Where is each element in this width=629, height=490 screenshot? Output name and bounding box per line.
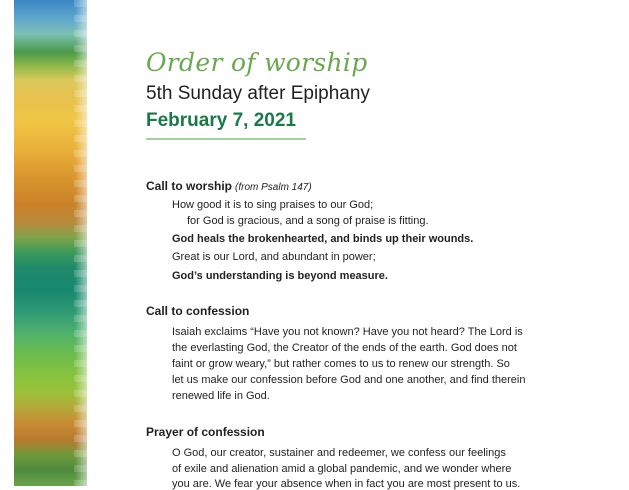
call-to-worship-response: God heals the brokenhearted, and binds up their wounds.	[172, 233, 474, 245]
call-to-worship-line: How good it is to sing praises to our God;	[172, 199, 374, 211]
order-of-worship-title: Order of worship	[146, 48, 368, 77]
call-to-confession-line: Isaiah exclaims “Have you not known? Have you not heard? The Lord is	[172, 326, 523, 338]
call-to-worship-source: (from Psalm 147)	[235, 182, 312, 193]
service-date: February 7, 2021	[146, 110, 296, 131]
service-subtitle: 5th Sunday after Epiphany	[146, 83, 370, 104]
prayer-of-confession-heading: Prayer of confession	[146, 425, 265, 439]
call-to-confession-line: renewed life in God.	[172, 390, 270, 402]
date-underline-divider	[146, 138, 306, 140]
call-to-confession-line: let us make our confession before God and one another, and find therein	[172, 374, 526, 386]
prayer-of-confession-line: of exile and alienation amid a global pandemic, and we wonder where	[172, 463, 512, 475]
call-to-worship-line: Great is our Lord, and abundant in power;	[172, 251, 376, 263]
call-to-confession-line: the everlasting God, the Creator of the ends of the earth. God does not	[172, 342, 517, 354]
prayer-of-confession-line: you are. We fear your absence when in fact you are most present to us.	[172, 478, 521, 490]
call-to-confession-line: faint or grow weary,” but rather comes to us to renew our strength. So	[172, 358, 510, 370]
call-to-worship-response: God’s understanding is beyond measure.	[172, 270, 388, 282]
call-to-confession-heading: Call to confession	[146, 304, 250, 318]
call-to-worship-heading	[146, 179, 312, 193]
prayer-of-confession-line: O God, our creator, sustainer and redeemer, we confess our feelings	[172, 447, 506, 459]
call-to-worship-line: for God is gracious, and a song of praise is fitting.	[187, 215, 429, 227]
call-to-worship-heading-text: Call to worship	[146, 179, 233, 193]
decorative-strip-edge	[74, 0, 87, 486]
